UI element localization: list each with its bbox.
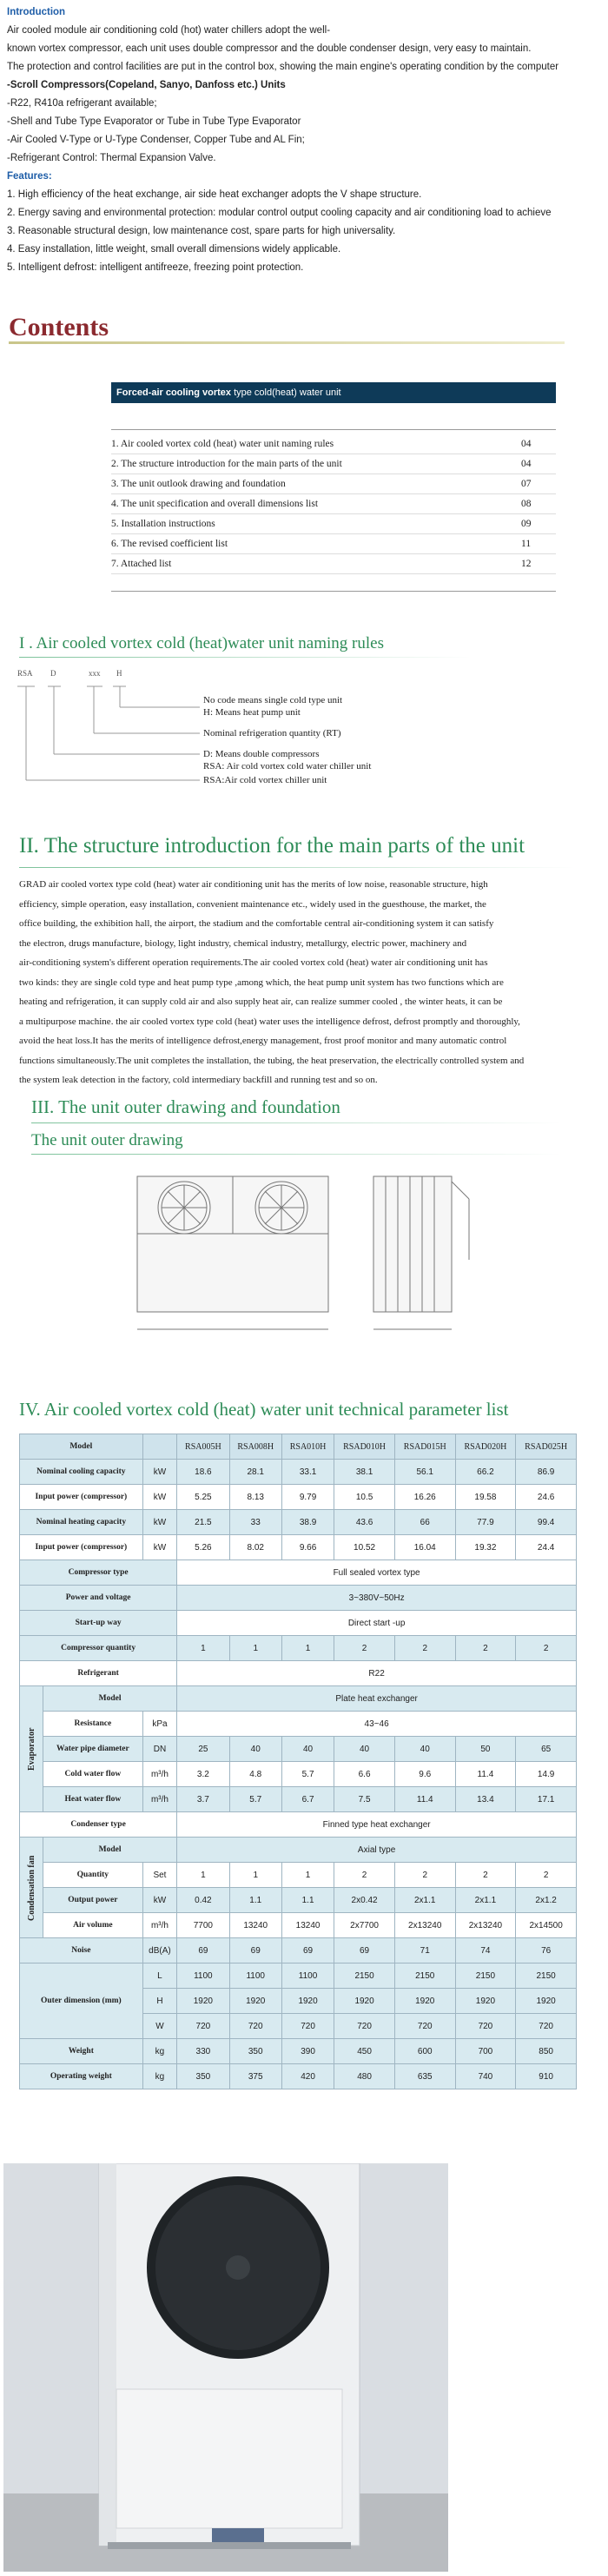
table-row: [20, 1485, 577, 1510]
value-cell: 1920: [334, 1989, 395, 2014]
unit-outer-drawing: [122, 1164, 530, 1338]
value-cell: 480: [334, 2064, 395, 2089]
row-unit: kW: [142, 1535, 177, 1560]
value-cell: 850: [516, 2039, 577, 2064]
toc-row[interactable]: [111, 534, 556, 554]
table-row: [20, 1586, 577, 1611]
value-cell: 350: [229, 2039, 281, 2064]
header-model: Model: [20, 1434, 143, 1460]
value-cell: 3.2: [177, 1762, 229, 1787]
row-value: 3~380V~50Hz: [177, 1586, 577, 1611]
table-row: [20, 1661, 577, 1686]
row-label: Compressor type: [20, 1560, 177, 1586]
row-label: Cold water flow: [43, 1762, 143, 1787]
body-line: a multipurpose machine. the air cooled vortex type cold (heat) water uses the intelligence defrost, defrost promptly and thoroughly,: [19, 1016, 520, 1027]
value-cell: 28.1: [229, 1460, 281, 1485]
value-cell: 720: [516, 2014, 577, 2039]
row-label: Resistance: [43, 1712, 143, 1737]
value-cell: 76: [516, 1938, 577, 1963]
table-row: [20, 1737, 577, 1762]
value-cell: 1: [177, 1863, 229, 1888]
intro-line: The protection and control facilities are put in the control box, showing the main engine's operating condition by the computer: [7, 62, 559, 72]
toc-row[interactable]: [111, 454, 556, 474]
row-unit: H: [142, 1989, 177, 2014]
toc-divider: [111, 591, 556, 592]
toc-label: 3. The unit outlook drawing and foundation: [111, 479, 286, 489]
intro-section: [7, 3, 605, 277]
code-xxx: xxx: [89, 669, 101, 678]
naming-diagram: [17, 669, 452, 799]
value-cell: 69: [177, 1938, 229, 1963]
table-row: [20, 1560, 577, 1586]
value-cell: 17.1: [516, 1787, 577, 1812]
value-cell: 69: [334, 1938, 395, 1963]
value-cell: 86.9: [516, 1460, 577, 1485]
row-value: Full sealed vortex type: [177, 1560, 577, 1586]
toc-page: 09: [521, 519, 532, 529]
header-unit: [142, 1434, 177, 1460]
toc-page: 04: [521, 459, 532, 469]
row-unit: kW: [142, 1888, 177, 1913]
value-cell: 99.4: [516, 1510, 577, 1535]
value-cell: 1920: [455, 1989, 516, 2014]
value-cell: 2x1.2: [516, 1888, 577, 1913]
value-cell: 38.1: [334, 1460, 395, 1485]
row-unit: kW: [142, 1485, 177, 1510]
code-d: D: [50, 669, 56, 678]
row-value: Direct start -up: [177, 1611, 577, 1636]
value-cell: 2150: [516, 1963, 577, 1989]
value-cell: 3.7: [177, 1787, 229, 1812]
value-cell: 720: [334, 2014, 395, 2039]
section4-title: IV. Air cooled vortex cold (heat) water unit technical parameter list: [19, 1399, 509, 1420]
value-cell: 19.32: [455, 1535, 516, 1560]
value-cell: 720: [281, 2014, 334, 2039]
value-cell: 0.42: [177, 1888, 229, 1913]
intro-line: -Scroll Compressors(Copeland, Sanyo, Danfoss etc.) Units: [7, 80, 286, 90]
table-row: [20, 1812, 577, 1838]
value-cell: 2: [394, 1863, 455, 1888]
evaporator-group: Evaporator: [20, 1686, 43, 1812]
value-cell: 2: [334, 1636, 395, 1661]
value-cell: 350: [177, 2064, 229, 2089]
value-cell: 2x1.1: [394, 1888, 455, 1913]
body-line: office building, the exhibition hall, the airport, the stadium and the comfortable central air-conditioning system it can satisfy: [19, 918, 494, 929]
row-label: Weight: [20, 2039, 143, 2064]
body-line: air-conditioning system's different operation requirements.The air cooled vortex cold (heat) water air conditioning unit has: [19, 957, 488, 968]
code-rsa: RSA: [17, 669, 33, 678]
row-unit: kg: [142, 2064, 177, 2089]
toc-label: 5. Installation instructions: [111, 519, 215, 529]
value-cell: 5.25: [177, 1485, 229, 1510]
section2-title: II. The structure introduction for the main parts of the unit: [19, 834, 525, 858]
value-cell: 50: [455, 1737, 516, 1762]
features-heading: Features:: [7, 171, 52, 182]
value-cell: 24.4: [516, 1535, 577, 1560]
value-cell: 1100: [177, 1963, 229, 1989]
row-unit: kg: [142, 2039, 177, 2064]
row-label: Output power: [43, 1888, 143, 1913]
body-line: avoid the heat loss.It has the merits of intelligence defrost,energy management, frost proof monitor and many automatic control: [19, 1036, 507, 1046]
feature-item: 5. Intelligent defrost: intelligent antifreeze, freezing point protection.: [7, 262, 304, 273]
table-row: [20, 2064, 577, 2089]
value-cell: 1920: [516, 1989, 577, 2014]
value-cell: 25: [177, 1737, 229, 1762]
value-cell: 2: [455, 1863, 516, 1888]
value-cell: 5.7: [281, 1762, 334, 1787]
row-unit: m³/h: [142, 1913, 177, 1938]
value-cell: 43.6: [334, 1510, 395, 1535]
value-cell: 700: [455, 2039, 516, 2064]
row-label: Refrigerant: [20, 1661, 177, 1686]
value-cell: 2: [455, 1636, 516, 1661]
value-cell: 77.9: [455, 1510, 516, 1535]
value-cell: 450: [334, 2039, 395, 2064]
naming-note: RSA:Air cold vortex chiller unit: [203, 775, 327, 785]
intro-line: -Refrigerant Control: Thermal Expansion Valve.: [7, 153, 216, 163]
value-cell: 740: [455, 2064, 516, 2089]
value-cell: 74: [455, 1938, 516, 1963]
naming-note: RSA: Air cold vortex cold water chiller unit: [203, 761, 372, 771]
value-cell: 13240: [281, 1913, 334, 1938]
section3-rule: [31, 1122, 561, 1123]
table-row: [20, 1535, 577, 1560]
row-label: Model: [43, 1838, 177, 1863]
table-row: [20, 1611, 577, 1636]
toc-label: 6. The revised coefficient list: [111, 539, 228, 549]
table-row: [20, 1838, 577, 1863]
section3-title: III. The unit outer drawing and foundation: [31, 1096, 340, 1117]
value-cell: 18.6: [177, 1460, 229, 1485]
value-cell: 720: [394, 2014, 455, 2039]
value-cell: 40: [334, 1737, 395, 1762]
value-cell: 6.7: [281, 1787, 334, 1812]
table-row: [20, 1888, 577, 1913]
row-label: Nominal heating capacity: [20, 1510, 143, 1535]
naming-note: H: Means heat pump unit: [203, 707, 301, 718]
row-value: R22: [177, 1661, 577, 1686]
section2-rule: [19, 867, 575, 868]
toc-label: 1. Air cooled vortex cold (heat) water unit naming rules: [111, 439, 334, 449]
feature-item: 1. High efficiency of the heat exchange, air side heat exchanger adopts the V shape structure.: [7, 189, 422, 200]
row-label: Compressor quantity: [20, 1636, 177, 1661]
code-h: H: [116, 669, 122, 678]
row-label: Operating weight: [20, 2064, 143, 2089]
toc-page: 08: [521, 499, 532, 509]
value-cell: 2: [394, 1636, 455, 1661]
table-row: [20, 1863, 577, 1888]
toc-row[interactable]: [111, 474, 556, 494]
table-row: [20, 1460, 577, 1485]
row-label: Noise: [20, 1938, 143, 1963]
value-cell: 6.6: [334, 1762, 395, 1787]
value-cell: 720: [177, 2014, 229, 2039]
value-cell: 1: [229, 1636, 281, 1661]
value-cell: 56.1: [394, 1460, 455, 1485]
value-cell: 14.9: [516, 1762, 577, 1787]
value-cell: 330: [177, 2039, 229, 2064]
spec-table: [19, 1434, 577, 2089]
row-label: Power and voltage: [20, 1586, 177, 1611]
table-row: [20, 1913, 577, 1938]
table-row: [20, 1712, 577, 1737]
toc-divider: [111, 429, 556, 430]
value-cell: 2: [334, 1863, 395, 1888]
toc-row[interactable]: [111, 494, 556, 514]
value-cell: 2x14500: [516, 1913, 577, 1938]
intro-line: Air cooled module air conditioning cold (hot) water chillers adopt the well-: [7, 25, 331, 36]
row-value: Plate heat exchanger: [177, 1686, 577, 1712]
section3-subrule: [31, 1154, 561, 1155]
row-label: Model: [43, 1686, 177, 1712]
row-value: Finned type heat exchanger: [177, 1812, 577, 1838]
model-cell: RSA005H: [177, 1434, 229, 1460]
value-cell: 66.2: [455, 1460, 516, 1485]
value-cell: 16.26: [394, 1485, 455, 1510]
unit-photo-illustration: [3, 2163, 448, 2572]
value-cell: 9.6: [394, 1762, 455, 1787]
row-unit: m³/h: [142, 1787, 177, 1812]
toc-page: 11: [521, 539, 532, 549]
row-unit: dB(A): [142, 1938, 177, 1963]
value-cell: 2: [516, 1636, 577, 1661]
toc-row[interactable]: [111, 434, 556, 454]
value-cell: 2x1.1: [455, 1888, 516, 1913]
contents-title: Contents: [9, 313, 109, 341]
toc-banner: [111, 382, 556, 403]
table-row: [20, 1938, 577, 1963]
row-unit: kW: [142, 1510, 177, 1535]
value-cell: 1920: [229, 1989, 281, 2014]
row-unit: kPa: [142, 1712, 177, 1737]
intro-line: -Shell and Tube Type Evaporator or Tube in Tube Type Evaporator: [7, 116, 301, 127]
value-cell: 2150: [394, 1963, 455, 1989]
section1-title: I . Air cooled vortex cold (heat)water unit naming rules: [19, 634, 384, 652]
row-label: Input power (compressor): [20, 1485, 143, 1510]
value-cell: 375: [229, 2064, 281, 2089]
value-cell: 1920: [281, 1989, 334, 2014]
table-row: [20, 1787, 577, 1812]
value-cell: 1920: [177, 1989, 229, 2014]
model-cell: RSA010H: [281, 1434, 334, 1460]
model-cell: RSAD025H: [516, 1434, 577, 1460]
feature-item: 2. Energy saving and environmental protection: modular control output cooling capacity and air conditioning load to achieve: [7, 208, 552, 218]
intro-line: -R22, R410a refrigerant available;: [7, 98, 157, 109]
value-cell: 2x13240: [394, 1913, 455, 1938]
row-label: Air volume: [43, 1913, 143, 1938]
row-label: Water pipe diameter: [43, 1737, 143, 1762]
row-label: Quantity: [43, 1863, 143, 1888]
value-cell: 7700: [177, 1913, 229, 1938]
body-line: functions simultaneously.The unit completes the installation, the tubing, the heat preservation, the electrically controlled system and: [19, 1055, 525, 1066]
table-row: [20, 2039, 577, 2064]
row-label: Outer dimension (mm): [20, 1963, 143, 2039]
value-cell: 65: [516, 1737, 577, 1762]
model-cell: RSAD020H: [455, 1434, 516, 1460]
value-cell: 910: [516, 2064, 577, 2089]
toc-page: 12: [521, 559, 532, 569]
value-cell: 2150: [455, 1963, 516, 1989]
toc-label: 2. The structure introduction for the main parts of the unit: [111, 459, 342, 469]
value-cell: 600: [394, 2039, 455, 2064]
row-label: Nominal cooling capacity: [20, 1460, 143, 1485]
value-cell: 13.4: [455, 1787, 516, 1812]
value-cell: 1: [281, 1863, 334, 1888]
value-cell: 8.02: [229, 1535, 281, 1560]
row-unit: m³/h: [142, 1762, 177, 1787]
model-cell: RSA008H: [229, 1434, 281, 1460]
row-label: Condenser type: [20, 1812, 177, 1838]
value-cell: 1920: [394, 1989, 455, 2014]
value-cell: 1100: [281, 1963, 334, 1989]
feature-item: 3. Reasonable structural design, low maintenance cost, spare parts for high universality.: [7, 226, 396, 236]
row-unit: W: [142, 2014, 177, 2039]
toc-label: 4. The unit specification and overall dimensions list: [111, 499, 319, 509]
toc-banner-bold: Forced-air cooling vortex: [116, 387, 232, 398]
section2-body: [19, 875, 592, 1090]
feature-item: 4. Easy installation, little weight, small overall dimensions widely applicable.: [7, 244, 341, 255]
row-label: Input power (compressor): [20, 1535, 143, 1560]
value-cell: 1.1: [229, 1888, 281, 1913]
value-cell: 21.5: [177, 1510, 229, 1535]
value-cell: 2150: [334, 1963, 395, 1989]
section1-rule: [19, 657, 471, 658]
value-cell: 1: [281, 1636, 334, 1661]
body-line: the electron, drugs manufacture, biology, light industry, chemical industry, metallurgy, electric power, machinery and: [19, 937, 467, 949]
value-cell: 66: [394, 1510, 455, 1535]
toc-page: 07: [521, 479, 532, 489]
value-cell: 40: [394, 1737, 455, 1762]
intro-line: known vortex compressor, each unit uses double compressor and the double condenser design, very easy to maintain.: [7, 43, 532, 54]
row-value: 43~46: [177, 1712, 577, 1737]
value-cell: 720: [455, 2014, 516, 2039]
value-cell: 71: [394, 1938, 455, 1963]
toc-row[interactable]: [111, 554, 556, 574]
value-cell: 19.58: [455, 1485, 516, 1510]
value-cell: 635: [394, 2064, 455, 2089]
value-cell: 1: [229, 1863, 281, 1888]
model-cell: RSAD010H: [334, 1434, 395, 1460]
unit-photo: [3, 2163, 448, 2572]
section3-subtitle: The unit outer drawing: [31, 1131, 183, 1149]
value-cell: 1.1: [281, 1888, 334, 1913]
value-cell: 5.7: [229, 1787, 281, 1812]
toc-row[interactable]: [111, 514, 556, 534]
value-cell: 2: [516, 1863, 577, 1888]
value-cell: 2x7700: [334, 1913, 395, 1938]
model-cell: RSAD015H: [394, 1434, 455, 1460]
value-cell: 1: [177, 1636, 229, 1661]
row-unit: Set: [142, 1863, 177, 1888]
value-cell: 16.04: [394, 1535, 455, 1560]
row-label: Start-up way: [20, 1611, 177, 1636]
value-cell: 9.79: [281, 1485, 334, 1510]
value-cell: 5.26: [177, 1535, 229, 1560]
intro-heading: Introduction: [7, 7, 66, 17]
value-cell: 2x0.42: [334, 1888, 395, 1913]
value-cell: 33.1: [281, 1460, 334, 1485]
table-row: [20, 1762, 577, 1787]
value-cell: 10.5: [334, 1485, 395, 1510]
value-cell: 10.52: [334, 1535, 395, 1560]
intro-line: -Air Cooled V-Type or U-Type Condenser, Copper Tube and AL Fin;: [7, 135, 305, 145]
value-cell: 40: [229, 1737, 281, 1762]
body-line: GRAD air cooled vortex type cold (heat) water air conditioning unit has the merits of low noise, reasonable structure, high: [19, 879, 488, 890]
row-unit: DN: [142, 1737, 177, 1762]
value-cell: 2x13240: [455, 1913, 516, 1938]
value-cell: 1100: [229, 1963, 281, 1989]
table-row: [20, 1510, 577, 1535]
row-unit: L: [142, 1963, 177, 1989]
value-cell: 390: [281, 2039, 334, 2064]
value-cell: 40: [281, 1737, 334, 1762]
naming-note: No code means single cold type unit: [203, 695, 343, 705]
value-cell: 9.66: [281, 1535, 334, 1560]
value-cell: 38.9: [281, 1510, 334, 1535]
table-row: [20, 1434, 577, 1460]
row-label: Heat water flow: [43, 1787, 143, 1812]
toc-banner-rest: type cold(heat) water unit: [231, 387, 341, 398]
body-line: two kinds: they are single cold type and heat pump type ,among which, the heat pump unit system has two functions which are: [19, 977, 504, 988]
row-value: Axial type: [177, 1838, 577, 1863]
value-cell: 24.6: [516, 1485, 577, 1510]
value-cell: 11.4: [455, 1762, 516, 1787]
table-row: [20, 1686, 577, 1712]
value-cell: 8.13: [229, 1485, 281, 1510]
value-cell: 13240: [229, 1913, 281, 1938]
fan-group: Condensation fan: [20, 1838, 43, 1938]
value-cell: 720: [229, 2014, 281, 2039]
value-cell: 11.4: [394, 1787, 455, 1812]
toc-page: 04: [521, 439, 532, 449]
body-line: heating and refrigeration, it can supply cold air and also supply heat air, can realize summer cooled , the winter heats, it can be: [19, 997, 503, 1007]
value-cell: 4.8: [229, 1762, 281, 1787]
toc-list: [111, 434, 556, 574]
value-cell: 69: [281, 1938, 334, 1963]
body-line: the system leak detection in the factory, cold intermediary backfill and running test and so on.: [19, 1075, 378, 1085]
table-row: [20, 1636, 577, 1661]
value-cell: 7.5: [334, 1787, 395, 1812]
toc-label: 7. Attached list: [111, 559, 172, 569]
value-cell: 69: [229, 1938, 281, 1963]
naming-note: Nominal refrigeration quantity (RT): [203, 728, 341, 738]
value-cell: 420: [281, 2064, 334, 2089]
row-unit: kW: [142, 1460, 177, 1485]
contents-rule: [9, 341, 565, 344]
table-row: [20, 1963, 577, 1989]
body-line: efficiency, simple operation, easy installation, convenient maintenance etc., widely used in the guesthouse, the market, the: [19, 898, 486, 910]
naming-note: D: Means double compressors: [203, 749, 320, 759]
value-cell: 33: [229, 1510, 281, 1535]
